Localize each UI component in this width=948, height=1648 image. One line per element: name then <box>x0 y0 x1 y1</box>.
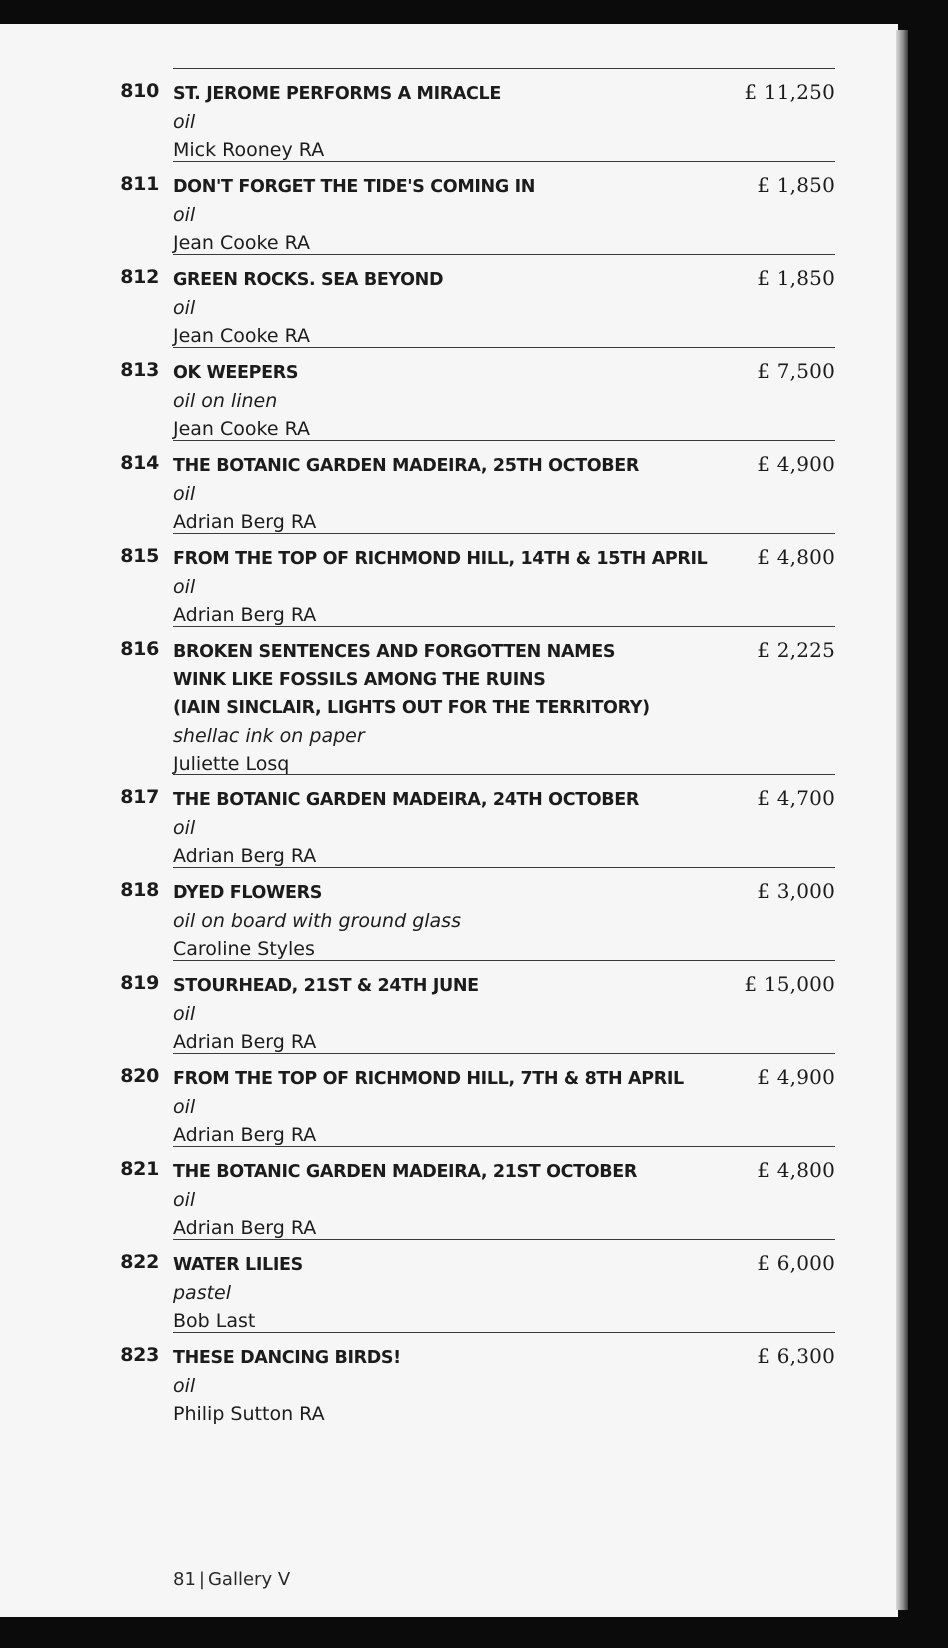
entry-details <box>173 80 733 164</box>
artist-name: Adrian Berg RA <box>173 1031 317 1053</box>
price: £ 15,000 <box>744 972 835 996</box>
artwork-medium: oil <box>173 1096 196 1118</box>
catalogue-number: 812 <box>120 266 159 288</box>
divider <box>173 1239 835 1240</box>
catalogue-number: 819 <box>120 972 159 994</box>
artwork-title: WINK LIKE FOSSILS AMONG THE RUINS <box>173 670 546 690</box>
catalogue-number: 822 <box>120 1251 159 1273</box>
price: £ 11,250 <box>744 80 835 104</box>
catalogue-number: 810 <box>120 80 159 102</box>
artwork-medium: shellac ink on paper <box>173 725 365 747</box>
artist-name: Adrian Berg RA <box>173 1217 317 1239</box>
entry-details <box>173 173 733 257</box>
artist-name: Adrian Berg RA <box>173 1124 317 1146</box>
price: £ 4,800 <box>757 545 835 569</box>
divider <box>173 1332 835 1333</box>
entry-details <box>173 266 733 350</box>
artwork-medium: oil <box>173 1375 196 1397</box>
price: £ 3,000 <box>757 879 835 903</box>
artist-name: Jean Cooke RA <box>173 325 311 347</box>
artwork-title: DON'T FORGET THE TIDE'S COMING IN <box>173 177 536 197</box>
entry-details <box>173 1344 733 1428</box>
entry-details <box>173 879 733 963</box>
catalogue-number: 820 <box>120 1065 159 1087</box>
artwork-title: THE BOTANIC GARDEN MADEIRA, 24TH OCTOBER <box>173 790 640 810</box>
artist-name: Caroline Styles <box>173 938 315 960</box>
artwork-medium: oil <box>173 204 196 226</box>
artist-name: Juliette Losq <box>173 753 290 775</box>
divider <box>173 68 835 69</box>
section-name: Gallery V <box>207 1569 291 1590</box>
catalogue-number: 817 <box>120 786 159 808</box>
artist-name: Adrian Berg RA <box>173 845 317 867</box>
entry-details <box>173 452 733 536</box>
price: £ 2,225 <box>757 638 835 662</box>
price: £ 4,700 <box>757 786 835 810</box>
artwork-title: STOURHEAD, 21ST & 24TH JUNE <box>173 976 479 996</box>
artwork-title: ST. JEROME PERFORMS A MIRACLE <box>173 84 501 104</box>
divider <box>173 440 835 441</box>
catalogue-number: 814 <box>120 452 159 474</box>
divider <box>173 254 835 255</box>
divider <box>173 960 835 961</box>
divider <box>173 626 835 627</box>
artwork-medium: oil on linen <box>173 390 278 412</box>
price: £ 6,000 <box>757 1251 835 1275</box>
page-footer <box>173 1569 290 1590</box>
artist-name: Adrian Berg RA <box>173 511 317 533</box>
entry-details <box>173 359 733 443</box>
artist-name: Mick Rooney RA <box>173 139 325 161</box>
catalogue-number: 821 <box>120 1158 159 1180</box>
artist-name: Adrian Berg RA <box>173 604 317 626</box>
price: £ 1,850 <box>757 173 835 197</box>
catalogue-number: 811 <box>120 173 159 195</box>
divider <box>173 867 835 868</box>
artwork-title: FROM THE TOP OF RICHMOND HILL, 7TH & 8TH APRIL <box>173 1069 684 1089</box>
page-number: 81 <box>173 1569 196 1590</box>
artist-name: Philip Sutton RA <box>173 1403 325 1425</box>
artwork-title: GREEN ROCKS. SEA BEYOND <box>173 270 444 290</box>
artwork-title: THE BOTANIC GARDEN MADEIRA, 25TH OCTOBER <box>173 456 640 476</box>
catalogue-number: 815 <box>120 545 159 567</box>
catalogue-number: 823 <box>120 1344 159 1366</box>
entry-details <box>173 1158 733 1242</box>
price: £ 4,900 <box>757 452 835 476</box>
artwork-medium: pastel <box>173 1282 232 1304</box>
price: £ 4,900 <box>757 1065 835 1089</box>
artist-name: Jean Cooke RA <box>173 418 311 440</box>
artwork-title: OK WEEPERS <box>173 363 299 383</box>
price: £ 6,300 <box>757 1344 835 1368</box>
footer-separator: | <box>198 1569 205 1590</box>
catalogue-number: 813 <box>120 359 159 381</box>
price: £ 4,800 <box>757 1158 835 1182</box>
entry-details <box>173 972 733 1056</box>
artwork-medium: oil <box>173 576 196 598</box>
divider <box>173 774 835 775</box>
artwork-title: WATER LILIES <box>173 1255 303 1275</box>
artwork-medium: oil <box>173 297 196 319</box>
artwork-title: (IAIN SINCLAIR, LIGHTS OUT FOR THE TERRITORY) <box>173 698 650 718</box>
artwork-medium: oil <box>173 817 196 839</box>
artwork-medium: oil <box>173 1189 196 1211</box>
entry-details <box>173 1251 733 1335</box>
artwork-title: FROM THE TOP OF RICHMOND HILL, 14TH & 15TH APRIL <box>173 549 708 569</box>
artwork-title: THESE DANCING BIRDS! <box>173 1348 401 1368</box>
page-edge <box>896 30 908 1610</box>
catalogue-page <box>0 24 898 1617</box>
catalogue-number: 818 <box>120 879 159 901</box>
divider <box>173 1053 835 1054</box>
catalogue-number: 816 <box>120 638 159 660</box>
price: £ 7,500 <box>757 359 835 383</box>
price: £ 1,850 <box>757 266 835 290</box>
entry-details <box>173 1065 733 1149</box>
artwork-medium: oil on board with ground glass <box>173 910 461 932</box>
divider <box>173 1146 835 1147</box>
artwork-medium: oil <box>173 111 196 133</box>
entry-details <box>173 545 733 629</box>
artwork-medium: oil <box>173 483 196 505</box>
entry-details <box>173 638 733 778</box>
entry-details <box>173 786 733 870</box>
artwork-medium: oil <box>173 1003 196 1025</box>
divider <box>173 533 835 534</box>
divider <box>173 161 835 162</box>
artwork-title: DYED FLOWERS <box>173 883 322 903</box>
artist-name: Bob Last <box>173 1310 256 1332</box>
artwork-title: THE BOTANIC GARDEN MADEIRA, 21ST OCTOBER <box>173 1162 637 1182</box>
artist-name: Jean Cooke RA <box>173 232 311 254</box>
artwork-title: BROKEN SENTENCES AND FORGOTTEN NAMES <box>173 642 616 662</box>
divider <box>173 347 835 348</box>
